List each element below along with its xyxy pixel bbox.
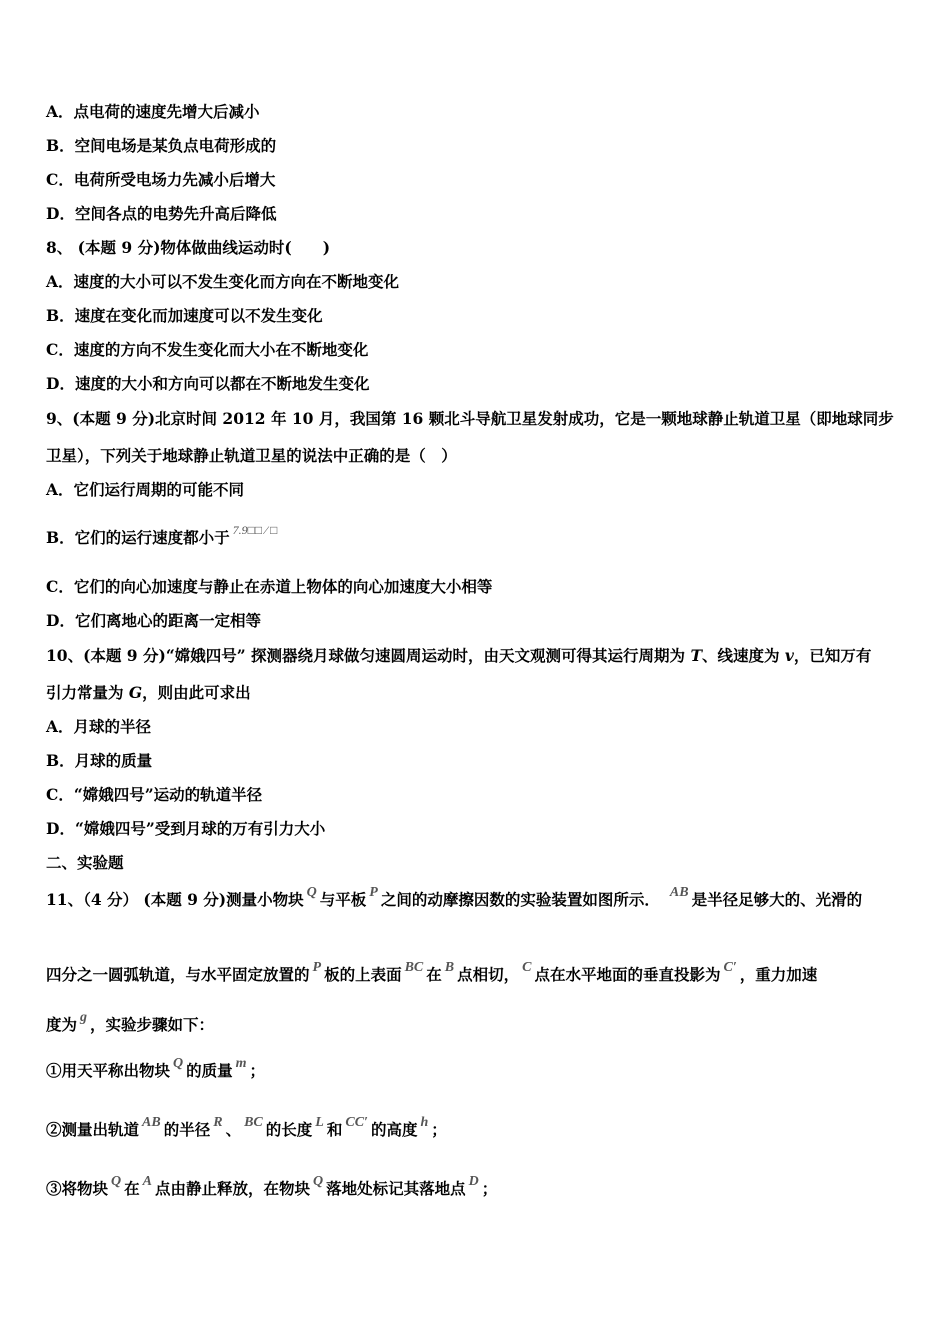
q7-option-b: B．空间电场是某负点电荷形成的: [46, 136, 277, 155]
q11-text: 是半径足够大的、光滑的: [691, 890, 863, 909]
q11-text: ②测量出轨道: [46, 1120, 140, 1139]
symbol-B: B: [444, 960, 455, 975]
q10-stem-line1: [46, 646, 871, 666]
q11-text: 在: [124, 1179, 140, 1198]
section-heading: 二、实验题: [46, 853, 124, 872]
symbol-m: m: [235, 1056, 247, 1071]
q10-stem-line2-part2: ，则由此可求出: [142, 683, 251, 702]
q11-text: 与平板: [319, 890, 367, 909]
symbol-AB: AB: [669, 885, 689, 900]
q11-text: 点在水平地面的垂直投影为: [534, 965, 721, 984]
q11-text: 和: [326, 1120, 343, 1139]
q10-stem-line2: [46, 683, 251, 703]
q11-text: 的高度: [370, 1120, 418, 1139]
symbol-Q: Q: [306, 885, 317, 900]
symbol-D: D: [468, 1174, 479, 1189]
symbol-Q: Q: [313, 1174, 324, 1189]
q11-text: 的质量: [186, 1061, 233, 1080]
q8-option-d: D．速度的大小和方向可以都在不断地发生变化: [46, 374, 370, 393]
symbol-Q: Q: [173, 1056, 184, 1071]
q9-option-a: A．它们运行周期的可能不同: [46, 480, 245, 499]
q11-text: 、: [225, 1120, 242, 1139]
q9-option-d: D．它们离地心的距离一定相等: [46, 611, 261, 630]
q7-option-d: D．空间各点的电势先升高后降低: [46, 204, 277, 223]
q11-text: 的半径: [163, 1120, 211, 1139]
q11-text: 之间的动摩擦因数的实验装置如图所示．: [380, 890, 660, 909]
symbol-R: R: [213, 1115, 223, 1130]
symbol-L: L: [315, 1115, 324, 1130]
q9-option-b-text: B．它们的运行速度都小于: [46, 528, 230, 547]
q10-option-a: A．月球的半径: [46, 717, 152, 736]
q11-line3: [46, 1010, 215, 1037]
q10-option-c: C．“嫦娥四号”运动的轨道半径: [46, 785, 263, 804]
q10-stem-part3: ，已知万有: [793, 646, 872, 665]
q10-option-b: B．月球的质量: [46, 751, 153, 770]
q11-text: 四分之一圆弧轨道，与水平固定放置的: [46, 965, 310, 984]
q9-option-b: [46, 523, 280, 549]
symbol-AB: AB: [142, 1115, 161, 1130]
q10-stem-part2: 、线速度为: [702, 646, 785, 665]
symbol-Q: Q: [111, 1174, 122, 1189]
symbol-BC: BC: [244, 1115, 263, 1130]
q10-stem-line2-part1: 引力常量为: [46, 683, 129, 702]
velocity-formula: 7.9□□ ⁄ □: [232, 523, 278, 537]
q11-text: 在: [426, 965, 442, 984]
symbol-P: P: [369, 885, 378, 900]
q11-step2: [46, 1115, 447, 1142]
q11-text: 度为: [46, 1015, 78, 1034]
q8-option-c: C．速度的方向不发生变化而大小在不断地变化: [46, 340, 369, 359]
symbol-v: v: [784, 646, 794, 665]
q11-text: ①用天平称出物块: [46, 1061, 171, 1080]
symbol-C: C: [522, 960, 532, 975]
q11-line1: [46, 885, 863, 912]
q7-option-c: C．电荷所受电场力先减小后增大: [46, 170, 276, 189]
q11-text: 点相切，: [457, 965, 520, 984]
q11-text: 的长度: [265, 1120, 313, 1139]
q8-option-a: A．速度的大小可以不发生变化而方向在不断地变化: [46, 272, 400, 291]
q11-text: ；: [481, 1179, 498, 1198]
q11-text: ，重力加速: [739, 965, 818, 984]
q11-text: 11、（4 分） (本题 9 分)测量小物块: [46, 890, 304, 909]
q9-stem-line2: 卫星），下列关于地球静止轨道卫星的说法中正确的是（ ）: [46, 446, 457, 465]
q11-line2: [46, 960, 818, 987]
symbol-g: g: [80, 1010, 88, 1025]
q11-text: ；: [431, 1120, 447, 1139]
q8-stem: 8、 (本题 9 分)物体做曲线运动时( ): [46, 238, 331, 257]
q11-text: ；: [249, 1061, 266, 1080]
symbol-A: A: [142, 1174, 152, 1189]
q11-step1: [46, 1056, 266, 1083]
q11-text: 板的上表面: [324, 965, 402, 984]
q7-option-a: A．点电荷的速度先增大后减小: [46, 102, 260, 121]
symbol-T: T: [690, 646, 702, 665]
q9-stem-line1: 9、(本题 9 分)北京时间 2012 年 10 月，我国第 16 颗北斗导航卫星发射成功，它是一颗地球静止轨道卫星（即地球同步: [46, 409, 894, 428]
symbol-CC-prime: CC′: [345, 1115, 368, 1130]
symbol-P: P: [312, 960, 322, 975]
symbol-BC: BC: [404, 960, 424, 975]
q11-step3: [46, 1174, 498, 1201]
q10-option-d: D．“嫦娥四号”受到月球的万有引力大小: [46, 819, 326, 838]
q11-text: ，实验步骤如下：: [90, 1015, 215, 1034]
q11-text: 点由静止释放，在物块: [155, 1179, 311, 1198]
symbol-h: h: [420, 1115, 429, 1130]
symbol-G: G: [128, 683, 143, 702]
q11-text: 落地处标记其落地点: [326, 1179, 466, 1198]
q10-stem-part1: 10、(本题 9 分)“嫦娥四号” 探测器绕月球做匀速圆周运动时，由天文观测可得其运行周期为: [46, 646, 691, 665]
q9-option-c: C．它们的向心加速度与静止在赤道上物体的向心加速度大小相等: [46, 577, 493, 596]
symbol-C-prime: C′: [723, 960, 737, 975]
q11-text: ③将物块: [46, 1179, 109, 1198]
q8-option-b: B．速度在变化而加速度可以不发生变化: [46, 306, 323, 325]
